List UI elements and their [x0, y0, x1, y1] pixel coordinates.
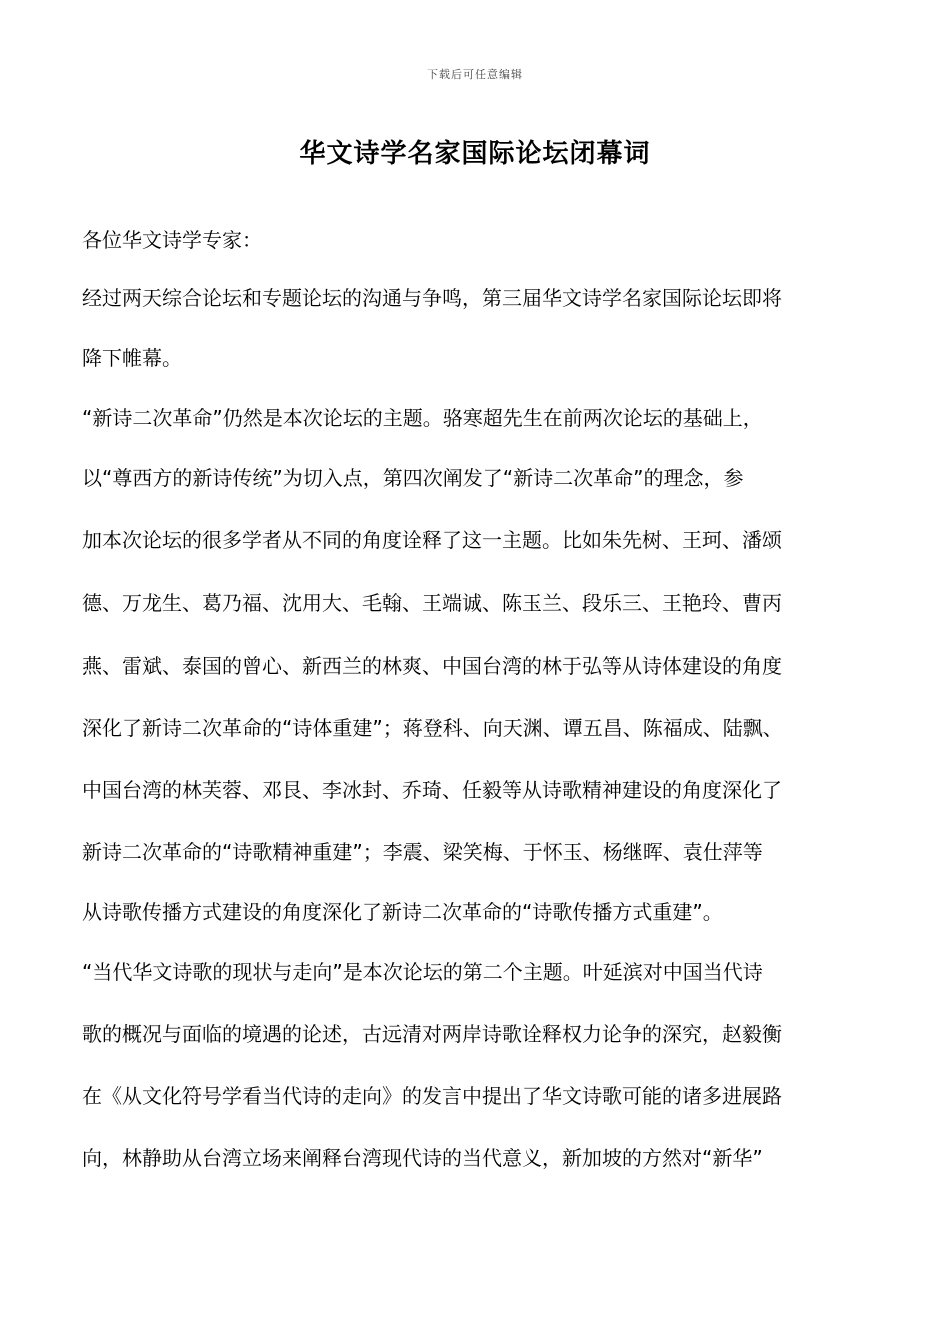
text-line: 歌的概况与面临的境遇的论述，古远清对两岸诗歌诠释权力论争的深究，赵毅衡 [82, 1022, 782, 1046]
text-line: 在《从文化符号学看当代诗的走向》的发言中提出了华文诗歌可能的诸多进展路 [82, 1084, 782, 1108]
text-line: 新诗二次革命的“诗歌精神重建”；李震、梁笑梅、于怀玉、杨继晖、袁仕萍等 [82, 840, 763, 864]
text-line: 德、万龙生、葛乃福、沈用大、毛翰、王端诚、陈玉兰、段乐三、王艳玲、曹丙 [82, 591, 782, 615]
text-line: 向，林静助从台湾立场来阐释台湾现代诗的当代意义，新加坡的方然对“新华” [82, 1146, 763, 1170]
text-line: 降下帷幕。 [82, 346, 182, 370]
text-line: 从诗歌传播方式建设的角度深化了新诗二次革命的“诗歌传播方式重建”。 [82, 900, 723, 924]
text-line: 深化了新诗二次革命的“诗体重建”；蒋登科、向天渊、谭五昌、陈福成、陆飘、 [82, 716, 783, 740]
text-line: 中国台湾的林芙蓉、邓艮、李冰封、乔琦、任毅等从诗歌精神建设的角度深化了 [82, 778, 782, 802]
text-line: “新诗二次革命”仍然是本次论坛的主题。骆寒超先生在前两次论坛的基础上， [82, 406, 763, 430]
text-line: 燕、雷斌、泰国的曾心、新西兰的林爽、中国台湾的林于弘等从诗体建设的角度 [82, 654, 782, 678]
text-line: 加本次论坛的很多学者从不同的角度诠释了这一主题。比如朱先树、王珂、潘颂 [82, 528, 782, 552]
text-line-salutation: 各位华文诗学专家： [82, 228, 262, 252]
page-title: 华文诗学名家国际论坛闭幕词 [299, 139, 651, 169]
header-note: 下载后可任意编辑 [427, 68, 523, 81]
text-line: “当代华文诗歌的现状与走向”是本次论坛的第二个主题。叶延滨对中国当代诗 [82, 960, 763, 984]
text-line: 以“尊西方的新诗传统”为切入点，第四次阐发了“新诗二次革命”的理念，参 [82, 466, 744, 490]
text-line: 经过两天综合论坛和专题论坛的沟通与争鸣，第三届华文诗学名家国际论坛即将 [82, 286, 782, 310]
